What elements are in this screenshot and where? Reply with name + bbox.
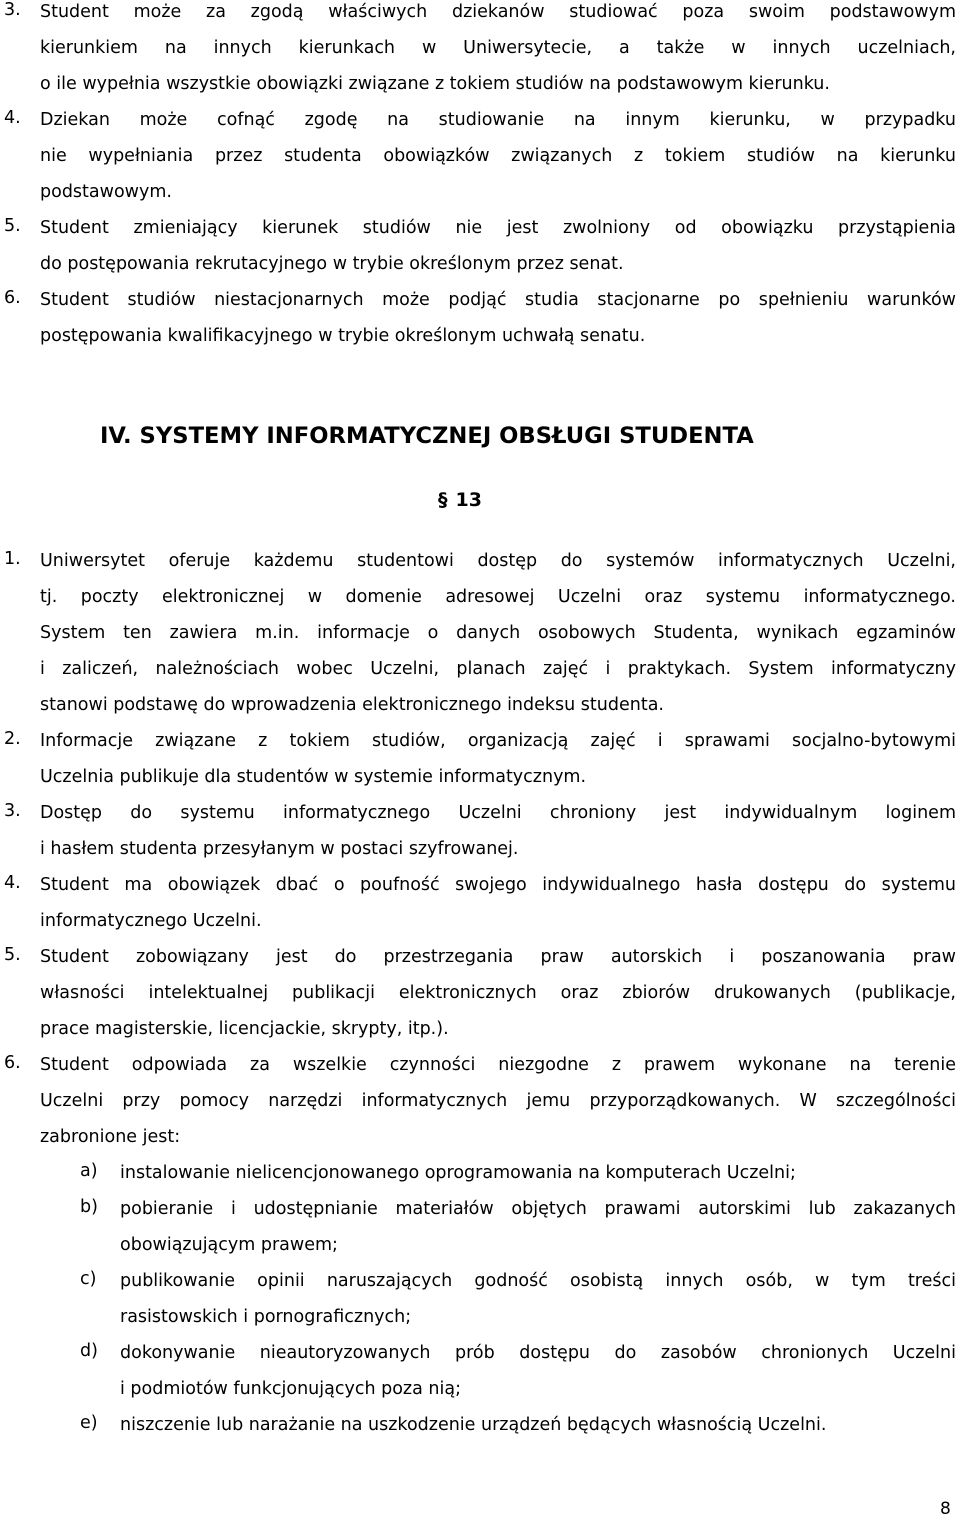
paragraph-number: 13 [455, 489, 482, 511]
text-line: dokonywanie nieautoryzowanych prób dostępu do zasobów chronionych Uczelni [120, 1343, 956, 1363]
page-number: 8 [940, 1499, 951, 1519]
text-line: obowiązującym prawem; [120, 1235, 338, 1255]
text-line: kierunkiem na innych kierunkach w Uniwersytecie, a także w innych uczelniach, [40, 38, 956, 58]
text-line: instalowanie nielicencjonowanego oprogramowania na komputerach Uczelni; [120, 1163, 796, 1183]
text-line: Student odpowiada za wszelkie czynności niezgodne z prawem wykonane na terenie [40, 1055, 956, 1075]
sub-item-letter: e) [80, 1413, 98, 1433]
text-line: Dziekan może cofnąć zgodę na studiowanie na innym kierunku, w przypadku [40, 110, 956, 130]
text-line: Uczelni przy pomocy narzędzi informatycznych jemu przyporządkowanych. W szczególności [40, 1091, 956, 1111]
list-item-number: 5. [4, 216, 21, 236]
text-line: o ile wypełnia wszystkie obowiązki związane z tokiem studiów na podstawowym kierunku. [40, 74, 830, 94]
text-line: Student studiów niestacjonarnych może podjąć studia stacjonarne po spełnieniu warunków [40, 290, 956, 310]
text-line: własności intelektualnej publikacji elektronicznych oraz zbiorów drukowanych (publikacje, [40, 983, 956, 1003]
text-line: Uczelnia publikuje dla studentów w systemie informatycznym. [40, 767, 587, 787]
text-line: i hasłem studenta przesyłanym w postaci szyfrowanej. [40, 839, 519, 859]
text-line: nie wypełniania przez studenta obowiązków związanych z tokiem studiów na kierunku [40, 146, 956, 166]
sub-item-letter: a) [80, 1161, 98, 1181]
text-line: zabronione jest: [40, 1127, 181, 1147]
list-item-number: 3. [4, 801, 21, 821]
text-line: i podmiotów funkcjonujących poza nią; [120, 1379, 461, 1399]
list-item-number: 6. [4, 288, 21, 308]
list-item-number: 4. [4, 108, 21, 128]
text-line: prace magisterskie, licencjackie, skrypty, itp.). [40, 1019, 449, 1039]
paragraph-heading [438, 489, 482, 511]
text-line: Student zobowiązany jest do przestrzegania praw autorskich i poszanowania praw [40, 947, 956, 967]
text-line: Student może za zgodą właściwych dziekanów studiować poza swoim podstawowym [40, 2, 956, 22]
text-line: informatycznego Uczelni. [40, 911, 262, 931]
text-line: do postępowania rekrutacyjnego w trybie określonym przez senat. [40, 254, 624, 274]
list-item-number: 1. [4, 549, 21, 569]
text-line: System ten zawiera m.in. informacje o danych osobowych Studenta, wynikach egzaminów [40, 623, 956, 643]
text-line: i zaliczeń, należnościach wobec Uczelni, planach zajęć i praktykach. System informatyczny [40, 659, 956, 679]
text-line: Dostęp do systemu informatycznego Uczelni chroniony jest indywidualnym loginem [40, 803, 956, 823]
text-line: rasistowskich i pornograficznych; [120, 1307, 412, 1327]
text-line: niszczenie lub narażanie na uszkodzenie urządzeń będących własnością Uczelni. [120, 1415, 827, 1435]
list-item-number: 2. [4, 729, 21, 749]
list-item-number: 3. [4, 0, 21, 20]
text-line: podstawowym. [40, 182, 172, 202]
sub-item-letter: c) [80, 1269, 97, 1289]
paragraph-symbol: § [438, 489, 448, 511]
section-title: IV. SYSTEMY INFORMATYCZNEJ OBSŁUGI STUDENTA [100, 424, 754, 449]
text-line: Uniwersytet oferuje każdemu studentowi dostęp do systemów informatycznych Uczelni, [40, 551, 956, 571]
sub-item-letter: d) [80, 1341, 98, 1361]
text-line: Student zmieniający kierunek studiów nie jest zwolniony od obowiązku przystąpienia [40, 218, 956, 238]
list-item-number: 4. [4, 873, 21, 893]
list-item-number: 5. [4, 945, 21, 965]
sub-item-letter: b) [80, 1197, 98, 1217]
text-line: publikowanie opinii naruszających godność osobistą innych osób, w tym treści [120, 1271, 956, 1291]
list-item-number: 6. [4, 1053, 21, 1073]
text-line: stanowi podstawę do wprowadzenia elektronicznego indeksu studenta. [40, 695, 664, 715]
text-line: Student ma obowiązek dbać o poufność swojego indywidualnego hasła dostępu do systemu [40, 875, 956, 895]
text-line: Informacje związane z tokiem studiów, organizacją zajęć i sprawami socjalno-bytowymi [40, 731, 956, 751]
text-line: pobieranie i udostępnianie materiałów objętych prawami autorskimi lub zakazanych [120, 1199, 956, 1219]
text-line: tj. poczty elektronicznej w domenie adresowej Uczelni oraz systemu informatycznego. [40, 587, 956, 607]
text-line: postępowania kwalifikacyjnego w trybie określonym uchwałą senatu. [40, 326, 646, 346]
